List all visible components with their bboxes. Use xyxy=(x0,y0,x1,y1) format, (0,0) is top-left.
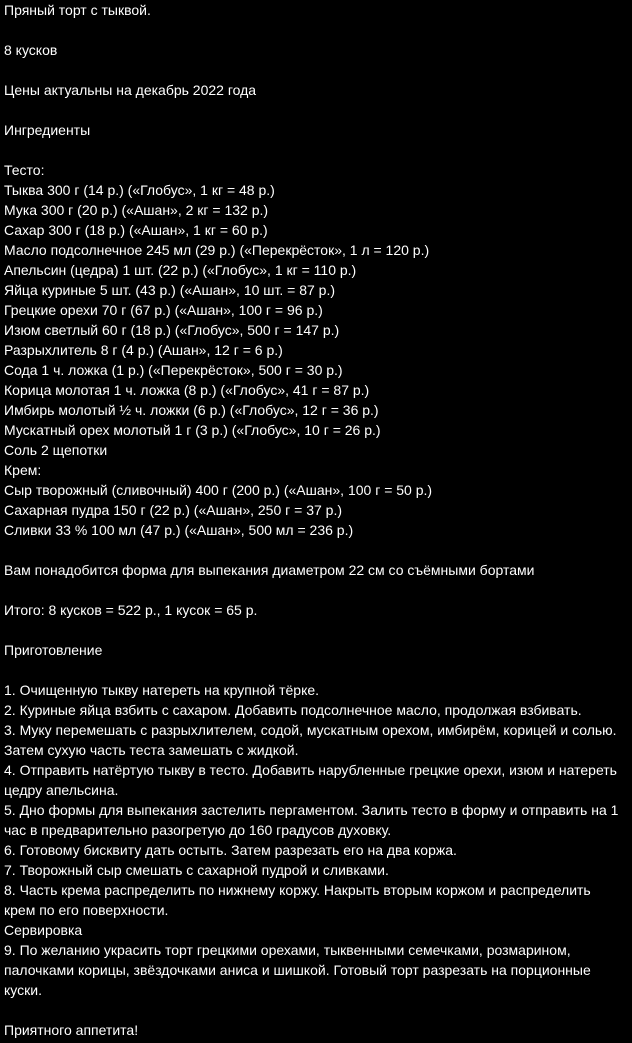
serving-heading: Сервировка xyxy=(4,922,83,938)
preparation-steps xyxy=(4,680,624,920)
spacer xyxy=(4,540,624,560)
spacer xyxy=(4,100,624,120)
ingredient-item: Сыр творожный (сливочный) 400 г (200 р.) («Ашан», 100 г = 50 р.) xyxy=(4,482,433,498)
ingredient-item: Сахарная пудра 150 г (22 р.) («Ашан», 250 г = 37 р.) xyxy=(4,502,343,518)
step-item: 8. Часть крема распределить по нижнему коржу. Накрыть вторым коржом и распределить крем по его поверхности. xyxy=(4,882,591,918)
equipment-note: Вам понадобится форма для выпекания диаметром 22 см со съёмными бортами xyxy=(4,562,535,578)
spacer xyxy=(4,60,624,80)
ingredient-item: Разрыхлитель 8 г (4 р.) (Ашан», 12 г = 6 р.) xyxy=(4,342,283,358)
ingredient-item: Грецкие орехи 70 г (67 р.) («Ашан», 100 г = 96 р.) xyxy=(4,302,323,318)
total-cost: Итого: 8 кусков = 522 р., 1 кусок = 65 р. xyxy=(4,602,258,618)
dough-ingredient-list xyxy=(4,180,624,460)
cream-ingredient-list xyxy=(4,480,624,540)
spacer xyxy=(4,580,624,600)
step-item: 5. Дно формы для выпекания застелить пергаментом. Залить тесто в форму и отправить на 1 час в предварительно разогретую до 160 градусов духовку. xyxy=(4,802,619,838)
recipe-title: Пряный торт с тыквой. xyxy=(4,2,151,18)
spacer xyxy=(4,140,624,160)
spacer xyxy=(4,20,624,40)
ingredient-item: Тыква 300 г (14 р.) («Глобус», 1 кг = 48 р.) xyxy=(4,182,275,198)
step-item: 2. Куриные яйца взбить с сахаром. Добавить подсолнечное масло, продолжая взбивать. xyxy=(4,702,582,718)
ingredient-item: Мускатный орех молотый 1 г (3 р.) («Глобус», 10 г = 26 р.) xyxy=(4,422,381,438)
step-item: 4. Отправить натёртую тыкву в тесто. Добавить нарубленные грецкие орехи, изюм и натереть цедру апельсина. xyxy=(4,762,617,798)
ingredient-item: Изюм светлый 60 г (18 р.) («Глобус», 500 г = 147 р.) xyxy=(4,322,340,338)
step-item: 7. Творожный сыр смешать с сахарной пудрой и сливками. xyxy=(4,862,389,878)
step-item: 1. Очищенную тыкву натереть на крупной тёрке. xyxy=(4,682,320,698)
ingredients-heading: Ингредиенты xyxy=(4,122,91,138)
ingredient-item: Мука 300 г (20 р.) («Ашан», 2 кг = 132 р.) xyxy=(4,202,269,218)
ingredient-item: Сливки 33 % 100 мл (47 р.) («Ашан», 500 мл = 236 р.) xyxy=(4,522,354,538)
spacer xyxy=(4,660,624,680)
closing-line: Приятного аппетита! xyxy=(4,1022,139,1038)
step-item: 3. Муку перемешать с разрыхлителем, содой, мускатным орехом, имбирём, корицей и солью. Затем сухую часть теста замешать с жидкой. xyxy=(4,722,617,758)
spacer xyxy=(4,1000,624,1020)
ingredient-item: Сахар 300 г (18 р.) («Ашан», 1 кг = 60 р.) xyxy=(4,222,268,238)
ingredient-item: Яйца куриные 5 шт. (43 р.) («Ашан», 10 шт. = 87 р.) xyxy=(4,282,336,298)
servings: 8 кусков xyxy=(4,42,58,58)
prices-note: Цены актуальны на декабрь 2022 года xyxy=(4,82,257,98)
dough-heading: Тесто: xyxy=(4,162,45,178)
ingredient-item: Сода 1 ч. ложка (1 р.) («Перекрёсток», 500 г = 30 р.) xyxy=(4,362,343,378)
ingredient-item: Корица молотая 1 ч. ложка (8 р.) («Глобус», 41 г = 87 р.) xyxy=(4,382,370,398)
serving-step: 9. По желанию украсить торт грецкими орехами, тыквенными семечками, розмарином, палочками корицы, звёздочками аниса и шишкой. Готовый торт разрезать на порционные куски. xyxy=(4,942,591,998)
ingredient-item: Имбирь молотый ½ ч. ложки (6 р.) («Глобус», 12 г = 36 р.) xyxy=(4,402,379,418)
ingredient-item: Апельсин (цедра) 1 шт. (22 р.) («Глобус», 1 кг = 110 р.) xyxy=(4,262,357,278)
preparation-heading: Приготовление xyxy=(4,642,103,658)
cream-heading: Крем: xyxy=(4,462,42,478)
ingredient-item: Соль 2 щепотки xyxy=(4,442,108,458)
step-item: 6. Готовому бисквиту дать остыть. Затем разрезать его на два коржа. xyxy=(4,842,457,858)
ingredient-item: Масло подсолнечное 245 мл (29 р.) («Перекрёсток», 1 л = 120 р.) xyxy=(4,242,430,258)
spacer xyxy=(4,620,624,640)
